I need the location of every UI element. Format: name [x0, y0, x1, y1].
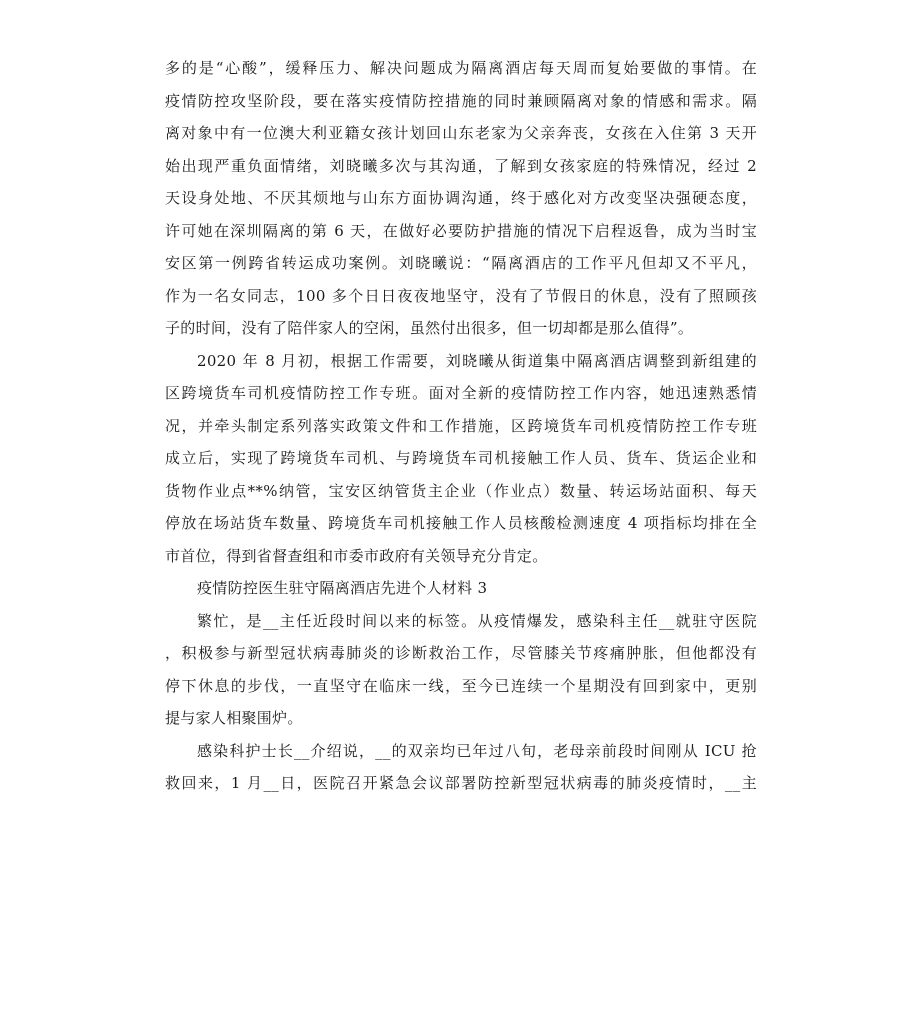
section-heading: 疫情防控医生驻守隔离酒店先进个人材料 3: [197, 579, 488, 597]
text-line: 市首位，得到省督查组和市委市政府有关领导充分肯定。: [165, 546, 548, 565]
text-line: 离对象中有一位澳大利亚籍女孩计划回山东老家为父亲奔丧，女孩在入住第 3 天开: [165, 124, 757, 142]
text-line: 多的是“心酸”，缓释压力、解决问题成为隔离酒店每天周而复始要做的事情。在: [165, 59, 757, 77]
text-line: 救回来，1 月__日，医院召开紧急会议部署防控新型冠状病毒的肺炎疫情时，__主: [165, 774, 757, 792]
text-line: 天设身处地、不厌其烦地与山东方面协调沟通，终于感化对方改变坚决强硬态度，: [165, 189, 757, 207]
text-line: 区跨境货车司机疫情防控工作专班。面对全新的疫情防控工作内容，她迅速熟悉情: [165, 384, 757, 402]
paragraph-first-line: 繁忙，是__主任近段时间以来的标签。从疫情爆发，感染科主任__就驻守医院: [197, 611, 757, 630]
text-line: 许可她在深圳隔离的第 6 天，在做好必要防护措施的情况下启程返鲁，成为当时宝: [165, 221, 757, 240]
text-line: 况，并牵头制定系列落实政策文件和工作措施，区跨境货车司机疫情防控工作专班: [165, 416, 757, 435]
text-line: 提与家人相聚围炉。: [165, 709, 303, 727]
text-line: 安区第一例跨省转运成功案例。刘晓曦说：“隔离酒店的工作平凡但却又不平凡，: [165, 254, 757, 272]
text-line: 疫情防控攻坚阶段，要在落实疫情防控措施的同时兼顾隔离对象的情感和需求。隔: [165, 91, 757, 110]
text-line: 子的时间，没有了陪伴家人的空闲，虽然付出很多，但一切却都是那么值得”。: [165, 319, 694, 337]
text-line: ，积极参与新型冠状病毒肺炎的诊断救治工作，尽管膝关节疼痛肿胀，但他都没有: [165, 644, 757, 662]
text-line: 停放在场站货车数量、跨境货车司机接触工作人员核酸检测速度 4 项指标均排在全: [165, 514, 757, 532]
text-line: 货物作业点**%纳管，宝安区纳管货主企业（作业点）数量、转运场站面积、每天: [165, 481, 757, 500]
text-line: 停下休息的步伐，一直坚守在临床一线，至今已连续一个星期没有回到家中，更别: [165, 676, 757, 695]
text-line: 成立后，实现了跨境货车司机、与跨境货车司机接触工作人员、货车、货运企业和: [165, 449, 757, 467]
paragraph-first-line: 2020 年 8 月初，根据工作需要，刘晓曦从街道集中隔离酒店调整到新组建的: [197, 351, 757, 370]
text-line: 作为一名女同志，100 多个日日夜夜地坚守，没有了节假日的休息，没有了照顾孩: [165, 286, 757, 305]
document-body: [165, 52, 757, 800]
text-line: 始出现严重负面情绪，刘晓曦多次与其沟通，了解到女孩家庭的特殊情况，经过 2: [165, 156, 757, 175]
paragraph-first-line: 感染科护士长__介绍说，__的双亲均已年过八旬，老母亲前段时间刚从 ICU 抢: [197, 741, 757, 760]
